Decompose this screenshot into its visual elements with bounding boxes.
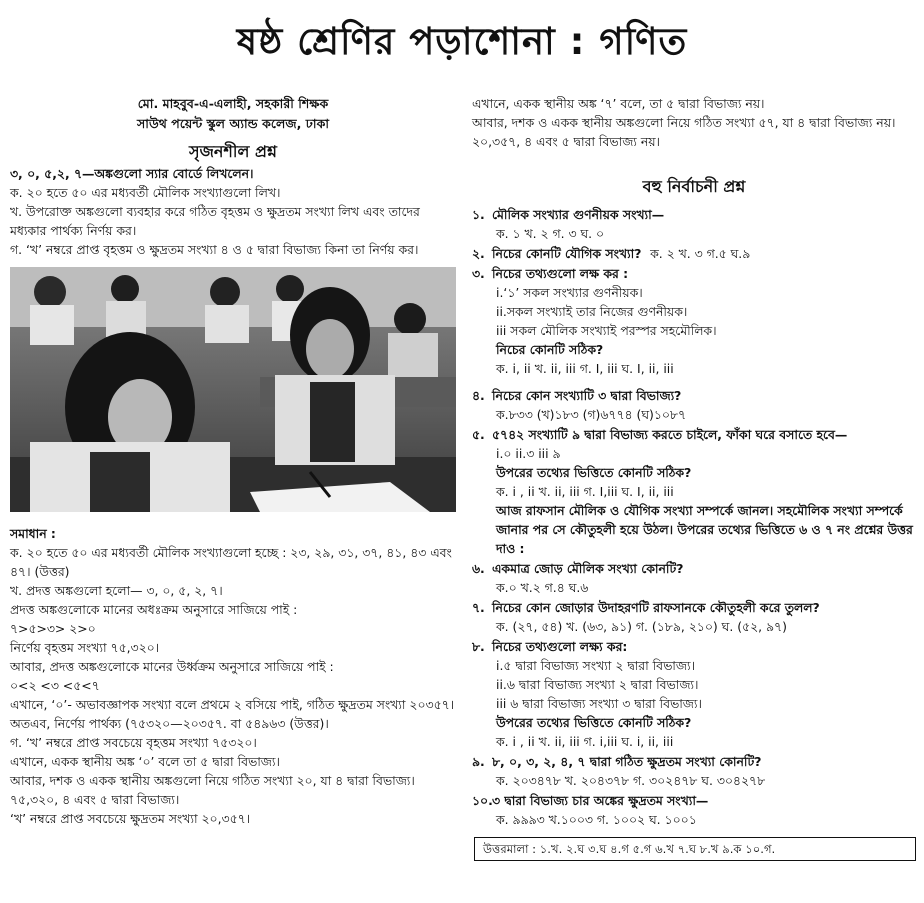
mcq-question-6 [472, 559, 916, 597]
students-exam-photo [10, 267, 456, 512]
mcq-question-4 [472, 386, 916, 424]
solution-line: ৭>৫>৩> ২>০ [10, 621, 96, 636]
question-text: নিচের তথ্যগুলো লক্ষ্য কর: [492, 639, 628, 654]
question-text: নিচের তথ্যগুলো লক্ষ কর : [492, 266, 629, 281]
mcq-question-8 [472, 637, 916, 751]
mcq-heading: বহু নির্বাচনী প্রশ্ন [642, 177, 746, 196]
author-name: মো. মাহবুব-এ-এলাহী, সহকারী শিক্ষক [137, 96, 329, 111]
question-text: মৌলিক সংখ্যার গুণনীয়ক সংখ্যা— [492, 207, 665, 222]
statement-item: ii.সকল সংখ্যাই তার নিজের গুণনীয়ক। [496, 304, 688, 319]
solution-continued-line: ২০,৩৫৭, ৪ এবং ৫ দ্বারা বিভাজ্য নয়। [472, 134, 660, 149]
answer-key-box: উত্তরমালা : ১.খ. ২.ঘ ৩.ঘ ৪.গ ৫.গ ৬.খ ৭.ঘ ৮.খ ৯.ক ১০.গ. [474, 837, 916, 861]
solution-line: নির্ণেয় বৃহত্তম সংখ্যা ৭৫,৩২০। [10, 640, 160, 655]
question-number: ৮. [472, 639, 485, 654]
question-number: ৪. [472, 388, 485, 403]
creative-stem: ৩, ০, ৫,২, ৭—অঙ্কগুলো স্যার বোর্ডে লিখলেন। [10, 166, 254, 181]
question-number: ৫. [472, 427, 485, 442]
question-number: ২. [472, 246, 485, 261]
question-number: ৭. [472, 600, 485, 615]
mcq-question-3 [472, 264, 916, 378]
solution-line: আবার, দশক ও একক স্থানীয় অঙ্কগুলো নিয়ে গঠিত সংখ্যা ২০, যা ৪ দ্বারা বিভাজ্য। ৭৫,৩২০, ৪ এবং ৫ দ্বারা বিভাজ্য। [10, 773, 415, 807]
solution-line: আবার, প্রদত্ত অঙ্কগুলোকে মানের উর্ধ্বক্রম অনুসারে সাজিয়ে পাই : [10, 659, 334, 674]
question-text: একমাত্র জোড় মৌলিক সংখ্যা কোনটি? [492, 561, 684, 576]
statement-item: i.৫ দ্বারা বিভাজ্য সংখ্যা ২ দ্বারা বিভাজ্য। [496, 658, 696, 673]
question-text: ৮, ০, ৩, ২, ৪, ৭ দ্বারা গঠিত ক্ষুদ্রতম সংখ্যা কোনটি? [492, 754, 762, 769]
question-number: ৩. [472, 266, 485, 281]
solution-line: ০<২ <৩ <৫<৭ [10, 678, 100, 693]
mcq-question-7 [472, 598, 916, 636]
question-options: ক. ২ খ. ৩ গ.৫ ঘ.৯ [650, 246, 751, 261]
question-options: ক. i , ii খ. ii, iii গ. i,iii ঘ. i, ii, iii [496, 734, 674, 749]
question-options: ক. ২০৩৪৭৮ খ. ২০৪৩৭৮ গ. ৩০২৪৭৮ ঘ. ৩০৪২৭৮ [496, 773, 766, 788]
question-options: ক.০ খ.২ গ.৪ ঘ.৬ [496, 580, 589, 595]
question-text: নিচের কোনটি যৌগিক সংখ্যা? [492, 246, 642, 261]
question-options: ক. (২৭, ৫৪) খ. (৬৩, ৯১) গ. (১৮৯, ২১০) ঘ. (৫২, ৯৭) [496, 619, 787, 634]
solution-line: খ. প্রদত্ত অঙ্কগুলো হলো— ৩, ০, ৫, ২, ৭। [10, 583, 223, 598]
question-text: নিচের কোন সংখ্যাটি ৩ দ্বারা বিভাজ্য? [492, 388, 682, 403]
question-ask: নিচের কোনটি সঠিক? [496, 342, 604, 357]
statement-item: iii সকল মৌলিক সংখ্যাই পরস্পর সহমৌলিক। [496, 323, 717, 338]
creative-heading: সৃজনশীল প্রশ্ন [189, 142, 277, 161]
statement-item: i.০ ii.৩ iii ৯ [496, 446, 561, 461]
solution-line: ক. ২০ হতে ৫০ এর মধ্যবর্তী মৌলিক সংখ্যাগুলো হচ্ছে : ২৩, ২৯, ৩১, ৩৭, ৪১, ৪৩ এবং ৪৭। (উত্তর) [10, 545, 452, 579]
mcq-question-1 [472, 205, 916, 243]
statement-item: ii.৬ দ্বারা বিভাজ্য সংখ্যা ২ দ্বারা বিভাজ্য। [496, 677, 699, 692]
passage-text: আজ রাফসান মৌলিক ও যৌগিক সংখ্যা সম্পর্কে জানল। সহমৌলিক সংখ্যা সম্পর্কে জানার পর সে কৌতুহলী হয়ে উঠল। উপরের তথ্যের ভিত্তিতে ৬ ও ৭ নং প্রশ্নের উত্তর দাও : [496, 503, 913, 556]
question-number: ১০. [472, 793, 493, 808]
solution-line: প্রদত্ত অঙ্কগুলোকে মানের অধঃক্রম অনুসারে সাজিয়ে পাই : [10, 602, 298, 617]
creative-part-c: গ. ‘খ’ নম্বরে প্রাপ্ত বৃহত্তম ও ক্ষুদ্রতম সংখ্যা ৪ ও ৫ দ্বারা বিভাজ্য কিনা তা নির্ণয় কর। [10, 242, 419, 257]
page-title: ষষ্ঠ শ্রেণির পড়াশোনা : গণিত [236, 20, 688, 63]
right-column [472, 94, 916, 861]
mcq-question-10 [472, 791, 916, 829]
question-number: ৯. [472, 754, 485, 769]
solution-line: এখানে, ‘০’- অভাবজ্ঞাপক সংখ্যা বলে প্রথমে ২ বসিয়ে পাই, গঠিত ক্ষুদ্রতম সংখ্যা ২০৩৫৭। [10, 697, 455, 712]
question-ask: উপরের তথ্যের ভিত্তিতে কোনটি সঠিক? [496, 465, 692, 480]
mcq-question-5 [472, 425, 916, 501]
solution-heading: সমাধান : [10, 526, 56, 541]
statement-item: iii ৬ দ্বারা বিভাজ্য সংখ্যা ৩ দ্বারা বিভাজ্য। [496, 696, 702, 711]
question-options: ক. i, ii খ. ii, iii গ. I, iii ঘ. I, ii, iii [496, 361, 674, 376]
question-number: ১. [472, 207, 485, 222]
solution-line: এখানে, একক স্থানীয় অঙ্ক ‘০’ বলে তা ৫ দ্বারা বিভাজ্য। [10, 754, 280, 769]
creative-part-a: ক. ২০ হতে ৫০ এর মধ্যবর্তী মৌলিক সংখ্যাগুলো লিখ। [10, 185, 281, 200]
left-column [10, 94, 456, 828]
question-options: ক. ৯৯৯৩ খ.১০০৩ গ. ১০০২ ঘ. ১০০১ [496, 812, 697, 827]
students-exam-illustration [10, 267, 456, 512]
question-ask: উপরের তথ্যের ভিত্তিতে কোনটি সঠিক? [496, 715, 692, 730]
solution-line: অতএব, নির্ণেয় পার্থক্য (৭৫৩২০—২০৩৫৭. বা ৫৪৯৬৩ (উত্তর)। [10, 716, 329, 731]
question-options: ক. ১ খ. ২ গ. ৩ ঘ. ০ [496, 226, 605, 241]
creative-part-b: খ. উপরোক্ত অঙ্কগুলো ব্যবহার করে গঠিত বৃহত্তম ও ক্ষুদ্রতম সংখ্যা লিখ এবং তাদের মধ্যকার পার্থক্য নির্ণয় কর। [10, 204, 420, 238]
question-number: ৬. [472, 561, 485, 576]
question-text: ৫৭৪২ সংখ্যাটি ৯ দ্বারা বিভাজ্য করতে চাইলে, ফাঁকা ঘরে বসাতে হবে— [492, 427, 848, 442]
question-text: নিচের কোন জোড়ার উদাহরণটি রাফসানকে কৌতুহলী করে তুলল? [492, 600, 820, 615]
solution-continued-line: আবার, দশক ও একক স্থানীয় অঙ্কগুলো নিয়ে গঠিত সংখ্যা ৫৭, যা ৪ দ্বারা বিভাজ্য নয়। [472, 115, 896, 130]
question-options: ক.৮৩৩ (খ)১৮৩ (গ)৬৭৭৪ (ঘ)১০৮৭ [496, 407, 687, 422]
mcq-question-2 [472, 244, 916, 263]
question-options: ক. i , ii খ. ii, iii গ. I,iii ঘ. I, ii, iii [496, 484, 674, 499]
mcq-question-9 [472, 752, 916, 790]
solution-continued-line: এখানে, একক স্থানীয় অঙ্ক ‘৭’ বলে, তা ৫ দ্বারা বিভাজ্য নয়। [472, 96, 765, 111]
question-text: ৩ দ্বারা বিভাজ্য চার অঙ্কের ক্ষুদ্রতম সংখ্যা— [492, 793, 709, 808]
statement-item: i.‘১’ সকল সংখ্যার গুণনীয়ক। [496, 285, 643, 300]
solution-line: গ. ‘খ’ নম্বরে প্রাপ্ত সবচেয়ে বৃহত্তম সংখ্যা ৭৫৩২০। [10, 735, 257, 750]
solution-line: ‘খ’ নম্বরে প্রাপ্ত সবচেয়ে ক্ষুদ্রতম সংখ্যা ২০,৩৫৭। [10, 811, 251, 826]
author-school: সাউথ পয়েন্ট স্কুল অ্যান্ড কলেজ, ঢাকা [136, 116, 330, 131]
